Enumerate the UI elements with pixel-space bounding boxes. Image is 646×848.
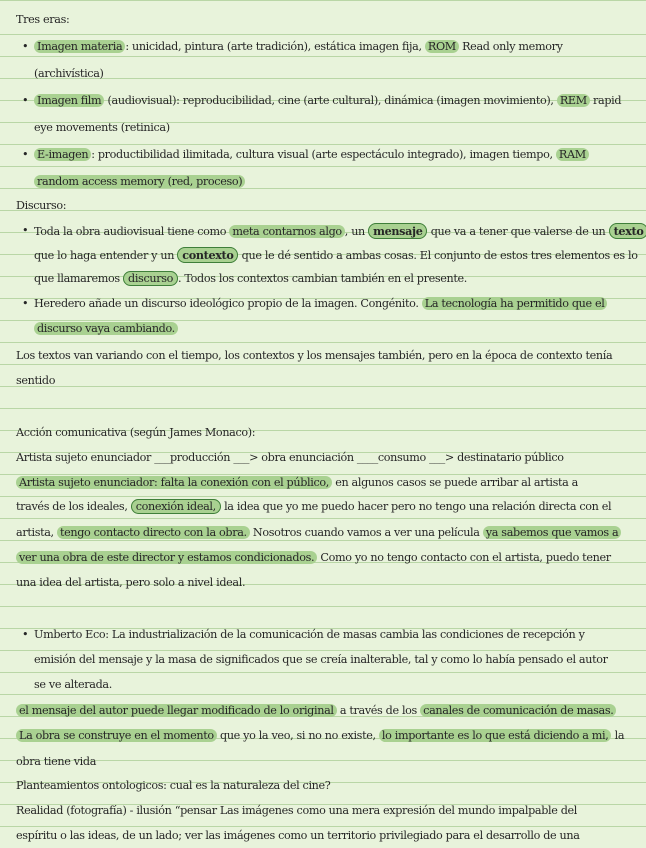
list-item-discurso-1-cont: que lo haga entender y un contexto que le dé sentido a ambas cosas. El conjunto de estos tres elementos es lo — [34, 248, 638, 262]
mensaje-circled: mensaje — [368, 223, 427, 239]
list-item-discurso-2-cont: discurso vaya cambiando. — [34, 322, 636, 336]
list-item-era-1-cont: (archivística) — [34, 67, 104, 80]
list-item-discurso-1-cont2: que llamaremos discurso . Todos los contextos cambian también en el presente. — [34, 272, 467, 285]
paragraph-accion-4: ver una obra de este director y estamos condicionados. Como yo no tengo contacto con el artista, puedo tener — [16, 551, 636, 565]
discurso-circled: discurso — [123, 271, 178, 286]
chain-line: Artista sujeto enunciador ___producción ___> obra enunciación ____consumo ___> destinatario público — [16, 451, 564, 464]
list-item-era-3: • E-imagen : productibilidad ilimitada, cultura visual (arte espectáculo integrado), imagen tiempo, RAM — [34, 148, 636, 162]
bullet-icon: • — [22, 94, 29, 107]
bullet-icon: • — [22, 40, 29, 53]
era-title: Imagen film — [34, 94, 104, 107]
list-item-discurso-2: • Heredero añade un discurso ideológico propio de la imagen. Congénito. La tecnología ha permitido que el — [34, 297, 636, 311]
heading-accion: Acción comunicativa (según James Monaco): — [16, 426, 256, 439]
list-item-era-3-cont: random access memory (red, proceso) — [34, 175, 636, 189]
bullet-icon: • — [22, 628, 29, 641]
list-item-discurso-1: • Toda la obra audiovisual tiene como meta contarnos algo , un mensaje que va a tener que valerse de un texto — [34, 224, 636, 239]
paragraph-accion-5: una idea del artista, pero solo a nivel ideal. — [16, 576, 246, 589]
paragraph-eco-2: La obra se construye en el momento que yo la veo, si no no existe, lo importante es lo que está diciendo a mi, la — [16, 729, 636, 743]
paragraph-eco-1: el mensaje del autor puede llegar modificado de lo original a través de los canales de comunicación de masas. — [16, 704, 636, 718]
paragraph-cont: sentido — [16, 374, 56, 387]
bullet-icon: • — [22, 297, 29, 310]
list-item-eco: • Umberto Eco: La industrialización de la comunicación de masas cambia las condiciones de recepción y — [22, 628, 585, 641]
list-item-eco-cont2: se ve alterada. — [34, 678, 112, 691]
ram-highlight: RAM — [556, 148, 589, 161]
paragraph-ontologicos-2: Realidad (fotografía) - ilusión “pensar Las imágenes como una mera expresión del mundo impalpable del — [16, 804, 578, 817]
list-item-era-2-cont: eye movements (retinica) — [34, 121, 170, 134]
list-item-eco-cont: emisión del mensaje y la masa de significados que se creía inalterable, tal y como lo había pensado el autor — [34, 653, 608, 666]
paragraph-accion-2: través de los ideales, conexión ideal, la idea que yo me puedo hacer pero no tengo una relación directa con el — [16, 500, 612, 513]
list-item-era-1: • Imagen materia : unicidad, pintura (arte tradición), estática imagen fija, ROM Read only memory — [22, 40, 563, 53]
list-item-era-2: • Imagen film (audiovisual): reproducibilidad, cine (arte cultural), dinámica (imagen movimiento), REM rapid — [22, 94, 622, 107]
heading-tres-eras: Tres eras: — [16, 13, 70, 26]
paragraph-ontologicos-3: espíritu o las ideas, de un lado; ver las imágenes como un territorio privilegiado para el desarrollo de una — [16, 829, 580, 842]
conexion-ideal-circled: conexión ideal, — [131, 499, 221, 514]
contexto-circled: contexto — [177, 247, 238, 263]
texto-circled: texto — [609, 223, 646, 239]
rem-highlight: REM — [557, 94, 590, 107]
paragraph-accion-1: Artista sujeto enunciador: falta la conexión con el público, en algunos casos se puede arribar al artista a — [16, 476, 636, 490]
heading-discurso: Discurso: — [16, 199, 67, 212]
paragraph-accion-3: artista, tengo contacto directo con la obra. Nosotros cuando vamos a ver una película ya sabemos que vamos a — [16, 526, 636, 540]
paragraph-ontologicos-1: Planteamientos ontologicos: cual es la naturaleza del cine? — [16, 779, 331, 792]
bullet-icon: • — [22, 224, 29, 237]
era-title: E-imagen — [34, 148, 91, 161]
era-title: Imagen materia — [34, 40, 125, 53]
bullet-icon: • — [22, 148, 29, 161]
paragraph-eco-3: obra tiene vida — [16, 755, 97, 768]
paragraph: Los textos van variando con el tiempo, los contextos y los mensajes también, pero en la época de contexto tenía — [16, 349, 613, 362]
rom-highlight: ROM — [425, 40, 459, 53]
